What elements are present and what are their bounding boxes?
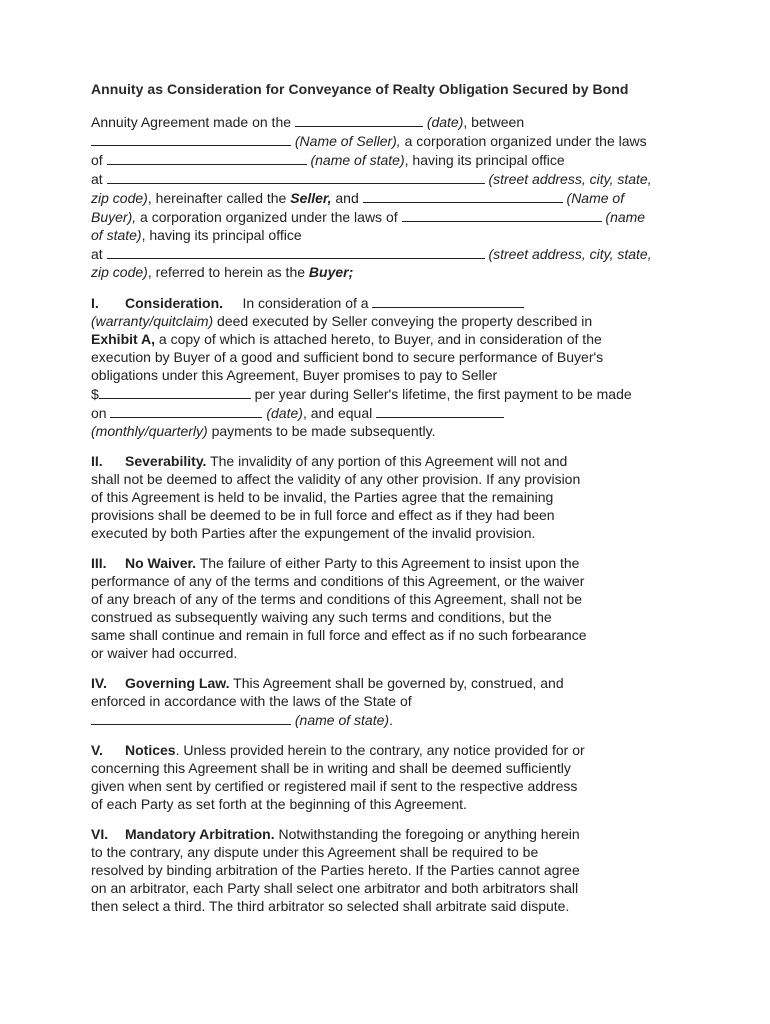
section-heading: Notices <box>125 742 176 758</box>
section-text: payments to be made subsequently. <box>207 423 436 439</box>
section-text: then select a third. The third arbitrator so selected shall arbitrate said dispute. <box>91 898 570 914</box>
state-blank[interactable] <box>107 150 307 165</box>
section-notices <box>91 741 691 813</box>
document-title: Annuity as Consideration for Conveyance of Realty Obligation Secured by Bond <box>91 81 629 97</box>
frequency-label: (monthly/quarterly) <box>91 423 208 439</box>
state-label: (name <box>605 209 646 225</box>
intro-text: , between <box>463 114 525 130</box>
seller-name-blank[interactable] <box>91 131 291 146</box>
governing-state-blank[interactable] <box>91 710 291 725</box>
document-body <box>91 112 691 927</box>
dollar-sign: $ <box>91 386 99 402</box>
section-text: to the contrary, any dispute under this Agreement shall be required to be <box>91 844 539 860</box>
section-text: on <box>91 405 111 421</box>
intro-text: and <box>331 190 363 206</box>
section-number: I. <box>91 295 99 311</box>
buyer-state-blank[interactable] <box>402 207 602 222</box>
deed-type-blank[interactable] <box>372 293 524 308</box>
section-text: provisions shall be deemed to be in full force and effect as if they had been <box>91 507 555 523</box>
section-text: or waiver had occurred. <box>91 645 238 661</box>
section-text: shall not be deemed to affect the validity of any other provision. If any provision <box>91 471 581 487</box>
section-heading: No Waiver. <box>125 555 197 571</box>
section-text: This Agreement shall be governed by, construed, and <box>229 675 564 691</box>
intro-text: , having its principal office <box>404 152 565 168</box>
section-text: Notwithstanding the foregoing or anything herein <box>274 826 580 842</box>
section-mandatory-arbitration <box>91 825 691 915</box>
section-text: on an arbitrator, each Party shall select one arbitrator and both arbitrators shall <box>91 880 579 896</box>
section-text: a copy of which is attached hereto, to Buyer, and in consideration of the <box>155 331 602 347</box>
date-blank[interactable] <box>295 112 423 127</box>
section-text: enforced in accordance with the laws of the State of <box>91 693 412 709</box>
seller-name-label: (Name of Seller), <box>294 133 401 149</box>
section-consideration <box>91 293 691 440</box>
state-label: of state) <box>91 227 142 243</box>
section-text: concerning this Agreement shall be in writing and shall be deemed sufficiently <box>91 760 571 776</box>
section-heading: Consideration. <box>125 295 224 311</box>
section-heading: Governing Law. <box>125 675 230 691</box>
section-text: resolved by binding arbitration of the Parties hereto. If the Parties cannot agree <box>91 862 580 878</box>
seller-address-blank[interactable] <box>107 169 485 184</box>
amount-blank[interactable] <box>99 384 251 399</box>
section-text: per year during Seller's lifetime, the first payment to be made <box>250 386 632 402</box>
intro-text: Annuity Agreement made on the <box>91 114 295 130</box>
address-label: (street address, city, state, <box>488 171 652 187</box>
section-text: construed as subsequently waiving any such terms and conditions, but the <box>91 609 552 625</box>
seller-term: Seller, <box>290 190 332 206</box>
buyer-name-label: (Name of <box>566 190 625 206</box>
section-text: deed executed by Seller conveying the property described in <box>213 313 593 329</box>
section-text: execution by Buyer of a good and sufficient bond to secure performance of Buyer's <box>91 349 604 365</box>
section-text: given when sent by certified or registered mail if sent to the respective address <box>91 778 578 794</box>
date-label: (date) <box>426 114 464 130</box>
date-label: (date) <box>266 405 303 421</box>
section-text: of each Party as set forth at the beginning of this Agreement. <box>91 796 467 812</box>
section-heading: Severability. <box>125 453 207 469</box>
intro-text: , referred to herein as the <box>147 264 309 280</box>
section-number: VI. <box>91 826 109 842</box>
intro-text: at <box>91 171 107 187</box>
section-severability <box>91 452 691 542</box>
intro-text: at <box>91 246 107 262</box>
section-text: The invalidity of any portion of this Agreement will not and <box>206 453 568 469</box>
exhibit-term: Exhibit A, <box>91 331 156 347</box>
first-payment-date-blank[interactable] <box>110 403 262 418</box>
payment-frequency-blank[interactable] <box>376 403 504 418</box>
intro-text: a corporation organized under the laws of <box>136 209 402 225</box>
section-text: of any breach of any of the terms and conditions of this Agreement, shall not be <box>91 591 583 607</box>
intro-text: , hereinafter called the <box>147 190 291 206</box>
state-label: (name of state) <box>310 152 405 168</box>
buyer-name-label: Buyer), <box>91 209 137 225</box>
section-text: obligations under this Agreement, Buyer promises to pay to Seller <box>91 367 498 383</box>
address-label: (street address, city, state, <box>488 246 652 262</box>
section-governing-law <box>91 674 691 729</box>
section-text: same shall continue and remain in full force and effect as if no such forbearance <box>91 627 587 643</box>
section-number: II. <box>91 453 103 469</box>
deed-type-label: (warranty/quitclaim) <box>91 313 214 329</box>
section-text: . Unless provided herein to the contrary, any notice provided for or <box>175 742 585 758</box>
buyer-name-blank[interactable] <box>363 188 563 203</box>
buyer-term: Buyer; <box>308 264 354 280</box>
section-number: V. <box>91 742 103 758</box>
section-number: IV. <box>91 675 107 691</box>
state-label: (name of state) <box>294 712 390 728</box>
section-text: of this Agreement is held to be invalid, the Parties agree that the remaining <box>91 489 554 505</box>
section-text: . <box>389 712 393 728</box>
intro-text: a corporation organized under the laws <box>400 133 647 149</box>
section-heading: Mandatory Arbitration. <box>125 826 275 842</box>
section-text: performance of any of the terms and conditions of this Agreement, or the waiver <box>91 573 585 589</box>
zip-label: zip code) <box>91 264 148 280</box>
intro-text: of <box>91 152 107 168</box>
section-text: The failure of either Party to this Agreement to insist upon the <box>196 555 580 571</box>
intro-text: , having its principal office <box>141 227 302 243</box>
section-text: In consideration of a <box>242 295 373 311</box>
section-number: III. <box>91 555 107 571</box>
intro-paragraph <box>91 112 691 281</box>
buyer-address-blank[interactable] <box>107 244 485 259</box>
zip-label: zip code) <box>91 190 148 206</box>
section-text: executed by both Parties after the expungement of the invalid provision. <box>91 525 536 541</box>
section-no-waiver <box>91 554 691 662</box>
section-text: , and equal <box>302 405 377 421</box>
